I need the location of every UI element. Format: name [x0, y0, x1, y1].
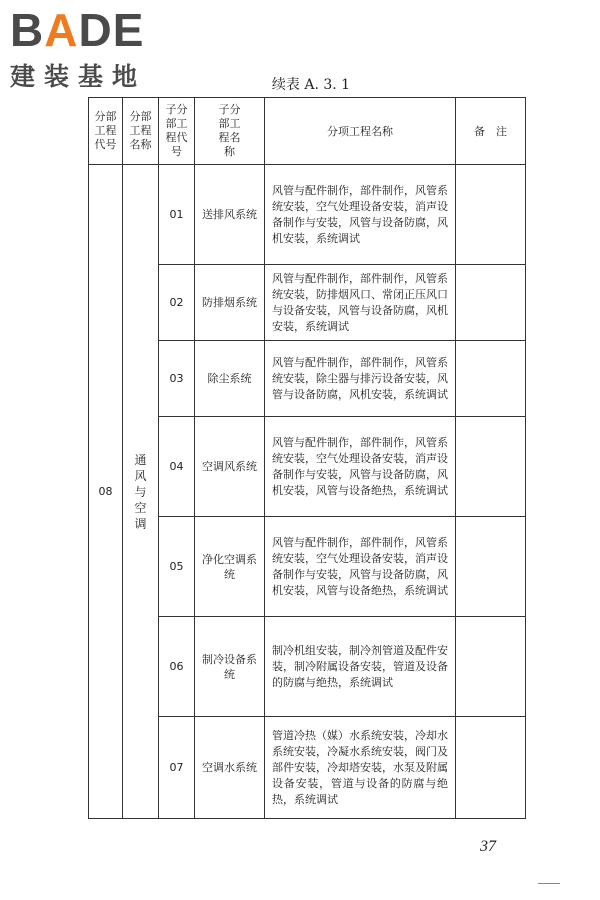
subdivision-code: 04: [159, 417, 195, 517]
subdivision-code: 05: [159, 517, 195, 617]
remarks: [456, 517, 526, 617]
division-name: 通风与空调: [134, 452, 147, 531]
remarks: [456, 417, 526, 517]
table-header-row: [89, 98, 526, 165]
item-names: 风管与配件制作，部件制作，风管系统安装，空气处理设备安装，消声设备制作与安装，风管与设备防腐，风机安装，系统调试: [265, 165, 456, 265]
header-division-code: 分部工程代号: [89, 98, 123, 165]
division-code-cell: 08: [89, 165, 123, 819]
corner-mark: [538, 883, 560, 884]
remarks: [456, 265, 526, 341]
division-name-cell: [123, 165, 159, 819]
subdivision-code: 06: [159, 617, 195, 717]
logo-letter-d: D: [78, 4, 113, 56]
subdivision-code: 07: [159, 717, 195, 819]
subdivision-name: 空调风系统: [195, 417, 265, 517]
subdivision-name: 净化空调系统: [195, 517, 265, 617]
remarks: [456, 165, 526, 265]
subdivision-name: 空调水系统: [195, 717, 265, 819]
item-names: 制冷机组安装，制冷剂管道及配件安装，制冷附属设备安装，管道及设备的防腐与绝热，系统调试: [265, 617, 456, 717]
logo-letter-e: E: [112, 4, 145, 56]
subdivision-code: 01: [159, 165, 195, 265]
subdivision-name: 防排烟系统: [195, 265, 265, 341]
subdivision-code: 03: [159, 341, 195, 417]
header-subdivision-code: 子分部工程代号: [159, 98, 195, 165]
header-item-names: 分项工程名称: [265, 98, 456, 165]
item-names: 风管与配件制作，部件制作，风管系统安装，空气处理设备安装，消声设备制作与安装，风管与设备防腐，风机安装，风管与设备绝热，系统调试: [265, 417, 456, 517]
subdivision-name: 送排风系统: [195, 165, 265, 265]
page-number: 37: [480, 838, 496, 855]
logo-subtitle: 建装基地: [10, 62, 147, 91]
item-names: 风管与配件制作，部件制作，风管系统安装，空气处理设备安装，消声设备制作与安装，风管与设备防腐，风机安装，风管与设备绝热，系统调试: [265, 517, 456, 617]
logo-letter-a: A: [44, 4, 79, 56]
table-row: [89, 165, 526, 265]
engineering-division-table: [88, 97, 526, 819]
logo-wordmark: [10, 6, 175, 54]
header-remarks: 备 注: [456, 98, 526, 165]
subdivision-name: 制冷设备系统: [195, 617, 265, 717]
remarks: [456, 717, 526, 819]
header-division-name: 分部工程名称: [123, 98, 159, 165]
item-names: 风管与配件制作，部件制作，风管系统安装，除尘器与排污设备安装，风管与设备防腐，风机安装，系统调试: [265, 341, 456, 417]
remarks: [456, 341, 526, 417]
remarks: [456, 617, 526, 717]
header-subdivision-name: 子分部工程名称: [195, 98, 265, 165]
item-names: 风管与配件制作，部件制作，风管系统安装，防排烟风口、常闭正压风口与设备安装，风管与设备防腐，风机安装，系统调试: [265, 265, 456, 341]
subdivision-code: 02: [159, 265, 195, 341]
subdivision-name: 除尘系统: [195, 341, 265, 417]
table-caption: 续表 A. 3. 1: [271, 77, 351, 93]
item-names: 管道冷热（媒）水系统安装，冷却水系统安装，冷凝水系统安装，阀门及部件安装，冷却塔安装，水泵及附属设备安装，管道与设备的防腐与绝热，系统调试: [265, 717, 456, 819]
logo-letter-b: B: [10, 4, 45, 56]
